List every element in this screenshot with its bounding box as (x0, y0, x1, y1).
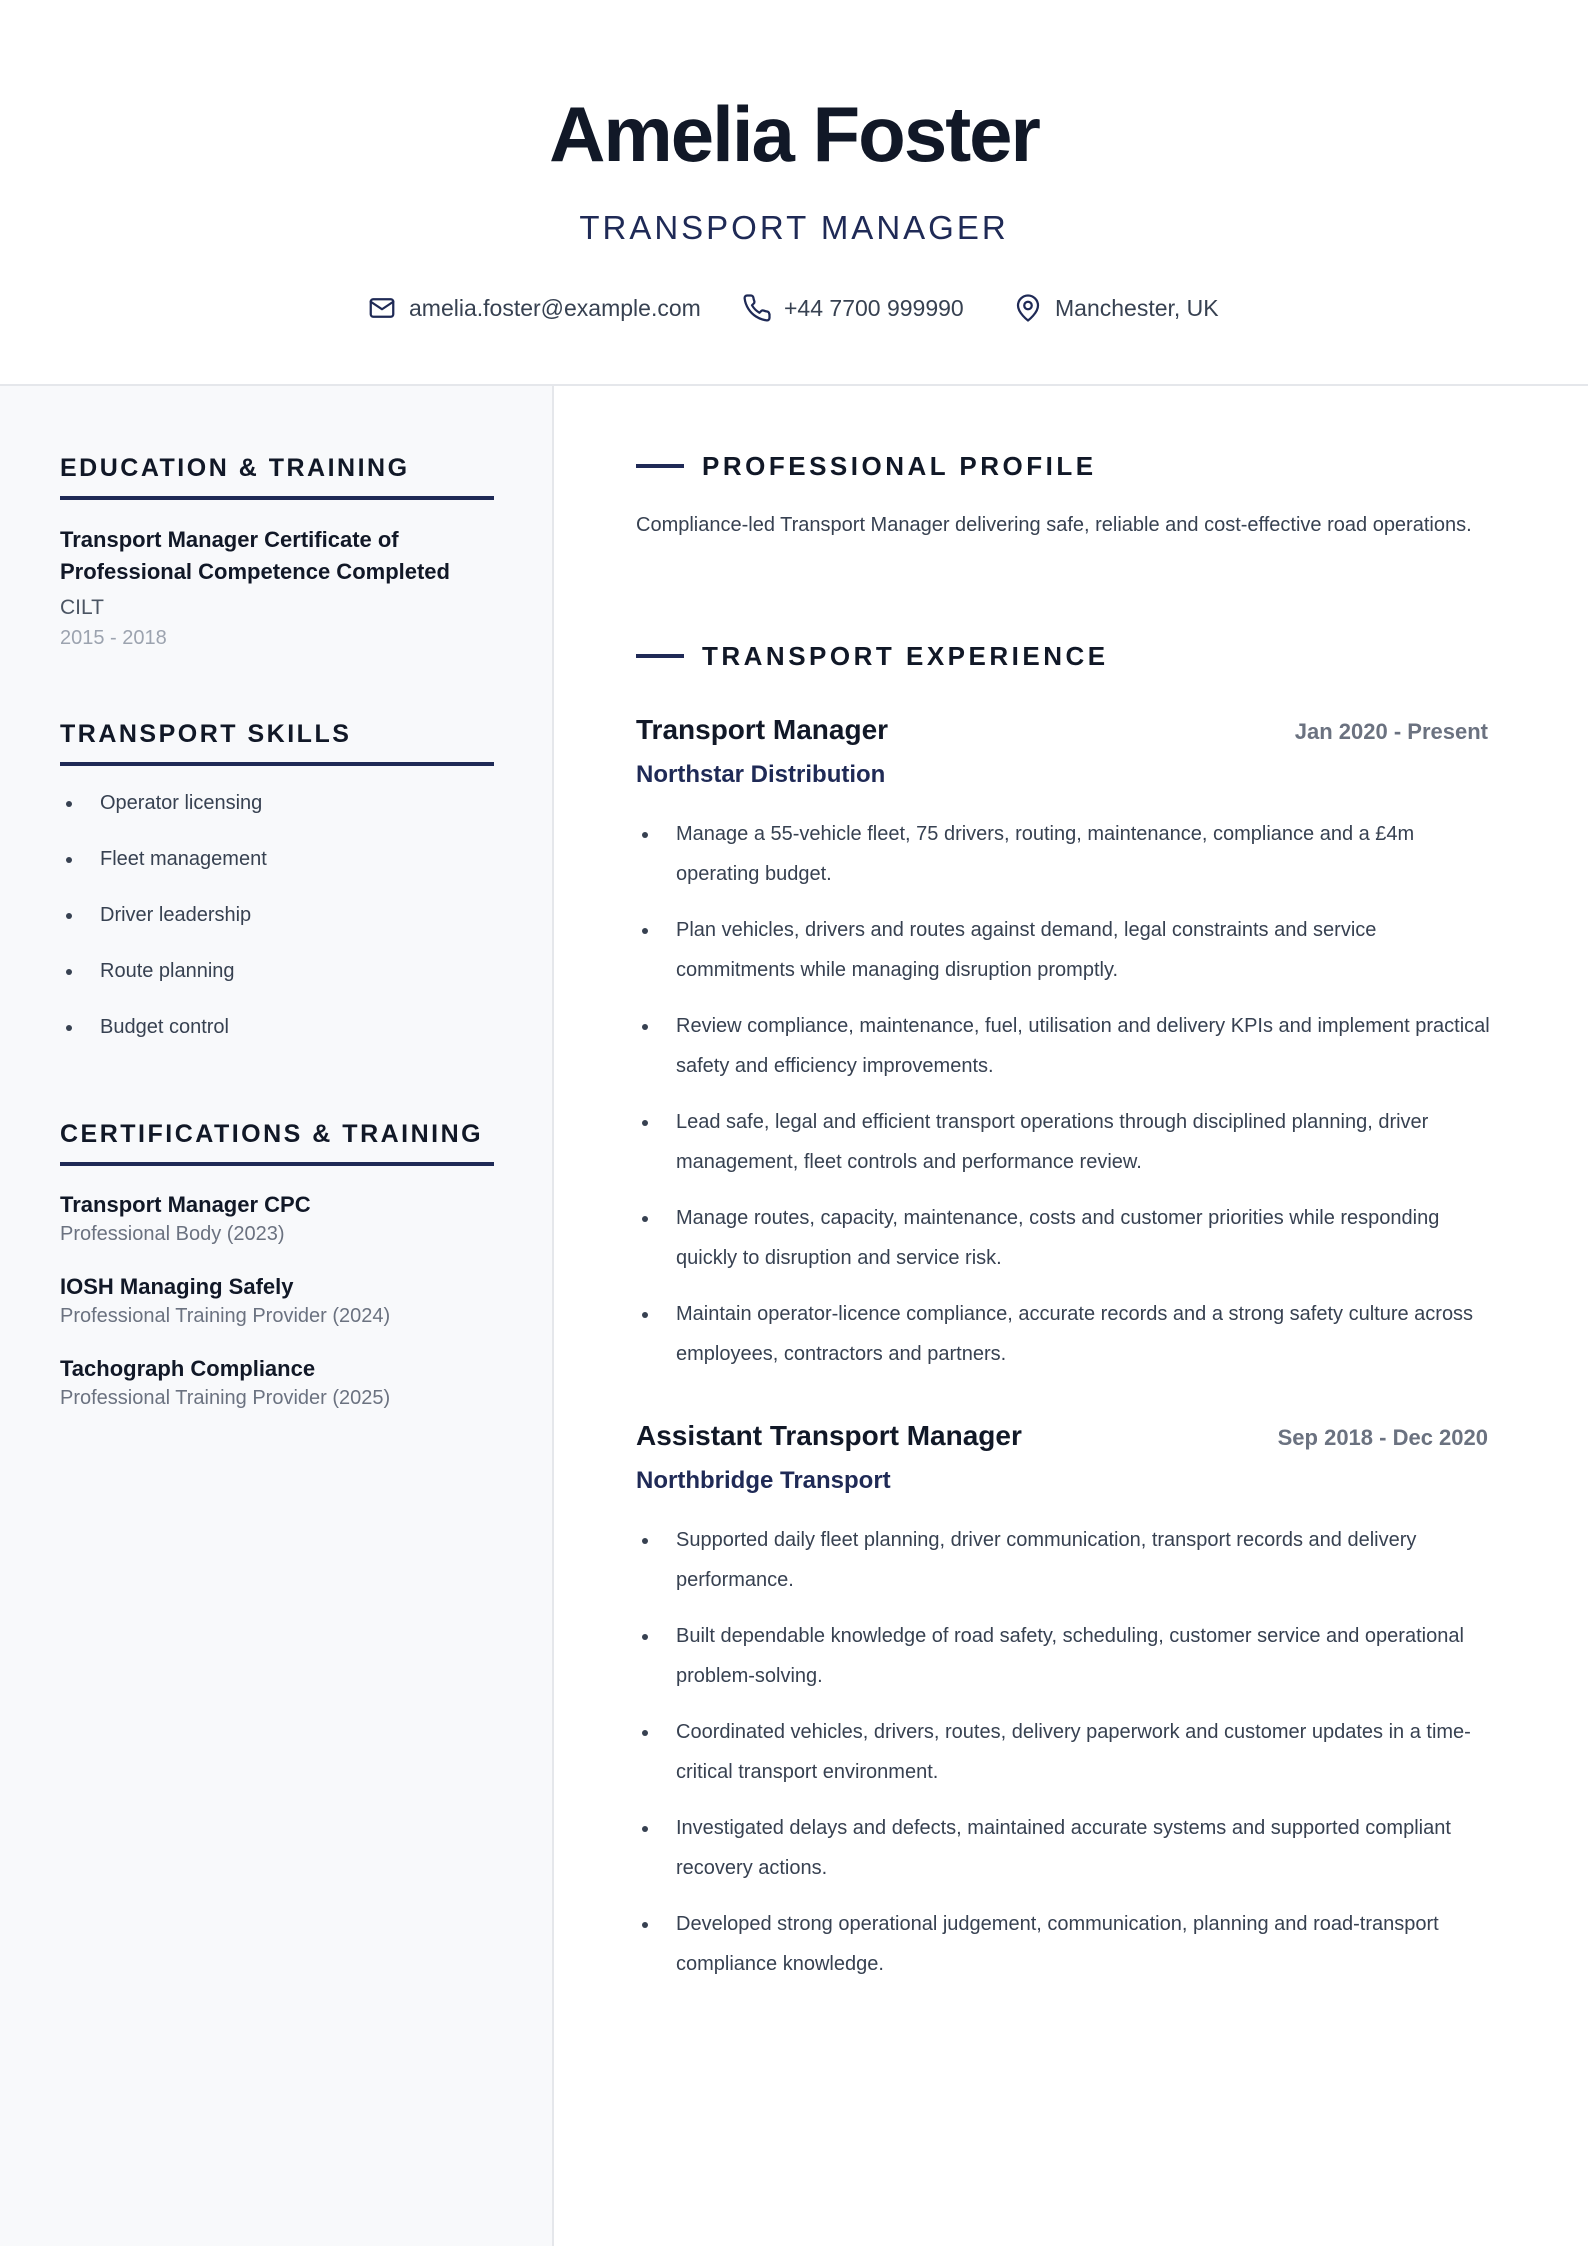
phone-text: +44 7700 999990 (784, 294, 964, 321)
job-bullets (636, 814, 1496, 1390)
phone-icon (742, 293, 772, 323)
skill-item: Fleet management (60, 844, 494, 900)
skill-item: Driver leadership (60, 900, 494, 956)
certification-item (60, 1354, 500, 1412)
contact-location (1013, 288, 1219, 328)
profile-heading-text: PROFESSIONAL PROFILE (702, 450, 1097, 481)
certifications-divider (60, 1162, 494, 1166)
education-title: Transport Manager Certificate of Professional Competence Completed (60, 527, 450, 584)
contact-phone[interactable] (742, 288, 964, 328)
candidate-role: TRANSPORT MANAGER (579, 209, 1009, 246)
experience-heading-text: TRANSPORT EXPERIENCE (702, 640, 1109, 671)
experience-heading (636, 639, 1109, 673)
mail-icon (367, 293, 397, 323)
job-bullet: Built dependable knowledge of road safety, scheduling, customer service and operational problem-solving. (636, 1616, 1496, 1696)
certification-item (60, 1190, 500, 1248)
job-bullet: Maintain operator-licence compliance, accurate records and a strong safety culture across employees, contractors and partners. (636, 1294, 1496, 1374)
heading-dash (636, 464, 684, 468)
heading-dash (636, 654, 684, 658)
job-bullet: Coordinated vehicles, drivers, routes, delivery paperwork and customer updates in a time-critical transport environment. (636, 1712, 1496, 1792)
job-dates: Jan 2020 - Present (1294, 719, 1488, 744)
education-divider (60, 496, 494, 500)
skills-divider (60, 762, 494, 766)
job-dates: Sep 2018 - Dec 2020 (1277, 1425, 1488, 1450)
certification-name: Tachograph Compliance (60, 1356, 316, 1381)
certification-name: IOSH Managing Safely (60, 1274, 294, 1299)
certification-meta: Professional Training Provider (2024) (60, 1305, 391, 1327)
education-dates: 2015 - 2018 (60, 627, 167, 649)
certification-name: Transport Manager CPC (60, 1192, 311, 1217)
certifications-heading: CERTIFICATIONS & TRAINING (60, 1120, 484, 1148)
location-text: Manchester, UK (1055, 294, 1219, 321)
skills-list (60, 788, 494, 1068)
job-bullets (636, 1520, 1496, 2000)
profile-heading (636, 449, 1097, 483)
resume-header (0, 0, 1588, 386)
job-title: Assistant Transport Manager (636, 1420, 1022, 1451)
job-bullet: Developed strong operational judgement, communication, planning and road-transport compliance knowledge. (636, 1904, 1496, 1984)
contact-email[interactable] (367, 288, 701, 328)
skill-item: Route planning (60, 956, 494, 1012)
job-bullet: Investigated delays and defects, maintained accurate systems and supported compliant recovery actions. (636, 1808, 1496, 1888)
profile-text: Compliance-led Transport Manager delivering safe, reliable and cost-effective road operations. (636, 514, 1472, 536)
job-bullet: Review compliance, maintenance, fuel, utilisation and delivery KPIs and implement practical safety and efficiency improvements. (636, 1006, 1496, 1086)
education-heading: EDUCATION & TRAINING (60, 454, 410, 482)
job-bullet: Lead safe, legal and efficient transport operations through disciplined planning, driver management, fleet controls and performance review. (636, 1102, 1496, 1182)
skills-heading: TRANSPORT SKILLS (60, 720, 352, 748)
certification-meta: Professional Training Provider (2025) (60, 1387, 391, 1409)
certification-meta: Professional Body (2023) (60, 1223, 285, 1245)
certification-item (60, 1272, 500, 1330)
job-company: Northbridge Transport (636, 1467, 891, 1494)
job-bullet: Manage a 55-vehicle fleet, 75 drivers, routing, maintenance, compliance and a £4m operating budget. (636, 814, 1496, 894)
job-company: Northstar Distribution (636, 761, 886, 788)
candidate-name: Amelia Foster (549, 90, 1039, 178)
job-bullet: Manage routes, capacity, maintenance, costs and customer priorities while responding quickly to disruption and service risk. (636, 1198, 1496, 1278)
job-bullet: Plan vehicles, drivers and routes against demand, legal constraints and service commitments while managing disruption promptly. (636, 910, 1496, 990)
email-text: amelia.foster@example.com (409, 294, 701, 321)
skill-item: Budget control (60, 1012, 494, 1068)
job-title: Transport Manager (636, 714, 889, 745)
map-pin-icon (1013, 293, 1043, 323)
education-org: CILT (60, 596, 104, 619)
skill-item: Operator licensing (60, 788, 494, 844)
job-bullet: Supported daily fleet planning, driver communication, transport records and delivery performance. (636, 1520, 1496, 1600)
sidebar (0, 386, 554, 2246)
